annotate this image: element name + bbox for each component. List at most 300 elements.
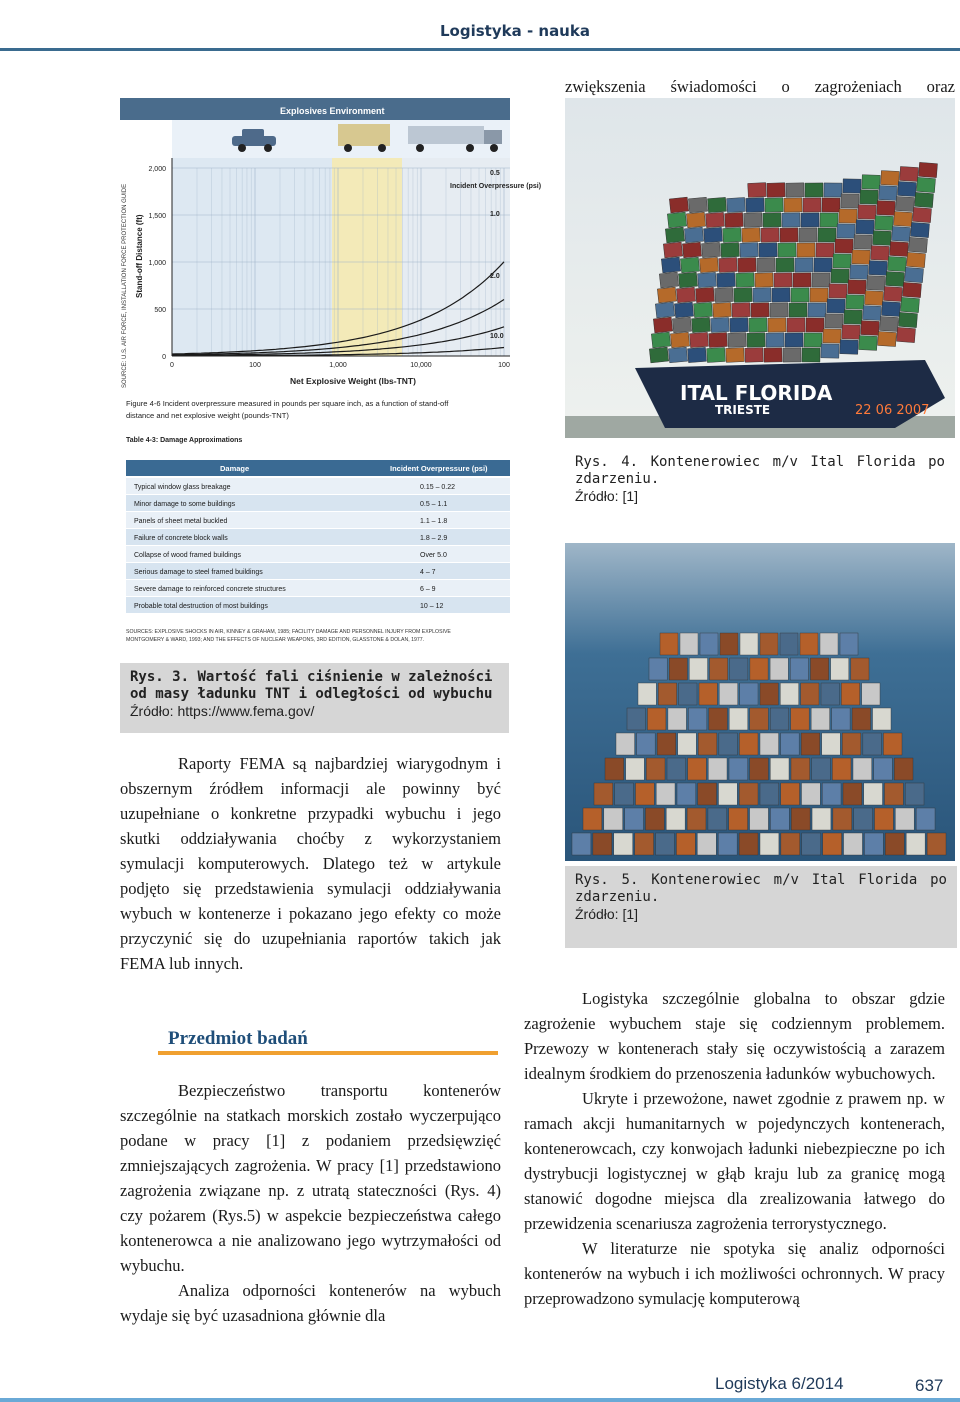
caption-5-title: Kontenerowiec m/v Ital Florida po zdarzeniu.	[575, 872, 947, 905]
x-tick-labels	[170, 362, 510, 369]
section-underline	[158, 1051, 498, 1055]
container-block	[822, 783, 841, 805]
container-block	[770, 708, 788, 730]
ship-name: ITAL FLORIDA	[680, 381, 833, 405]
container-block	[742, 228, 761, 243]
container-block	[812, 758, 831, 780]
container-block	[766, 333, 784, 347]
container-block	[885, 833, 904, 855]
container-block	[795, 258, 813, 272]
container-block	[839, 209, 857, 223]
container-block	[900, 166, 919, 181]
container-block	[892, 226, 911, 241]
container-block	[853, 758, 872, 780]
container-block	[680, 633, 698, 655]
container-block	[646, 758, 665, 780]
container-block	[801, 683, 819, 705]
container-block	[755, 273, 773, 288]
container-block	[822, 733, 841, 755]
container-block	[669, 197, 688, 213]
table-source-1: SOURCES: EXPLOSIVE SHOCKS IN AIR, KINNEY & GRAHAM, 1985; FACILITY DAMAGE AND PERSONNEL INJURY FROM EXPLOSIVE	[126, 629, 451, 635]
container-block	[778, 243, 796, 257]
container-block	[665, 227, 684, 243]
container-block	[862, 683, 880, 705]
container-block	[768, 318, 786, 332]
container-block	[658, 683, 676, 705]
table-cell-overpressure: 0.5 – 1.1	[420, 501, 448, 508]
container-block	[729, 808, 748, 830]
container-block	[871, 246, 890, 261]
table-cell-damage: Minor damage to some buildings	[134, 501, 236, 508]
container-block	[867, 276, 886, 291]
photo-date-stamp: 22 06 2007	[855, 403, 930, 418]
table-cell-overpressure: 0.15 – 0.22	[420, 484, 456, 491]
container-block	[759, 243, 777, 258]
container-block	[760, 783, 779, 805]
container-block	[854, 808, 873, 830]
container-block	[750, 808, 769, 830]
container-block	[811, 708, 829, 730]
container-block	[730, 658, 748, 680]
container-block	[760, 683, 778, 705]
container-block	[781, 783, 800, 805]
container-block	[707, 197, 726, 212]
container-block	[708, 808, 727, 830]
container-block	[678, 733, 697, 755]
container-block	[854, 235, 872, 250]
container-block	[605, 758, 624, 780]
container-block	[709, 708, 727, 730]
container-block	[747, 333, 765, 348]
footer-divider	[0, 1398, 960, 1402]
caption-3-label: Rys. 3.	[130, 669, 190, 685]
container-block	[865, 291, 884, 306]
container-block	[686, 212, 705, 228]
header-divider	[0, 48, 960, 51]
y-tick-label: 2,000	[148, 166, 166, 173]
container-block	[710, 658, 728, 680]
container-block	[801, 733, 820, 755]
container-block	[625, 808, 644, 830]
container-block	[806, 318, 824, 332]
container-block	[805, 183, 823, 197]
container-block	[885, 783, 904, 805]
caption-figure-4	[565, 448, 955, 518]
container-block	[657, 287, 676, 303]
series-label: 2.0	[490, 273, 500, 280]
container-block	[816, 243, 834, 257]
container-block	[862, 175, 880, 190]
container-block	[753, 288, 771, 303]
container-block	[657, 733, 676, 755]
container-block	[744, 213, 763, 228]
container-block	[776, 258, 794, 272]
container-block	[676, 833, 695, 855]
container-block	[687, 808, 706, 830]
container-block	[810, 658, 828, 680]
container-block	[736, 273, 755, 288]
container-block	[721, 242, 740, 257]
container-block	[764, 348, 782, 362]
section-title: Przedmiot badań	[168, 1028, 308, 1049]
caption-3-source: Źródło: https://www.fema.gov/	[130, 703, 315, 719]
container-block	[827, 299, 845, 313]
container-block	[674, 302, 693, 318]
container-block	[760, 633, 778, 655]
container-block	[697, 272, 716, 287]
container-block	[898, 312, 917, 327]
container-block	[837, 224, 855, 238]
container-block	[668, 708, 686, 730]
container-block	[698, 733, 717, 755]
table-header-damage: Damage	[220, 464, 250, 473]
container-block	[800, 633, 818, 655]
container-block	[635, 833, 654, 855]
container-block	[894, 211, 913, 226]
container-block	[725, 212, 744, 227]
caption-figure-3	[120, 663, 509, 733]
container-block	[802, 833, 821, 855]
container-block	[916, 808, 935, 830]
container-block	[670, 332, 689, 348]
container-block	[572, 833, 591, 855]
container-block	[739, 733, 758, 755]
container-block	[727, 197, 746, 212]
container-block	[732, 303, 751, 318]
table-cell-damage: Probable total destruction of most buildings	[134, 603, 268, 610]
container-block	[832, 758, 851, 780]
container-block	[831, 658, 849, 680]
chart-ylabel: Stand-off Distance (ft)	[135, 214, 144, 298]
container-block	[785, 333, 803, 347]
container-block	[904, 267, 923, 282]
container-block	[770, 303, 788, 317]
container-block	[789, 303, 807, 317]
container-block	[653, 317, 672, 333]
container-block	[739, 833, 758, 855]
container-block	[697, 833, 716, 855]
container-block	[708, 758, 727, 780]
container-block	[852, 250, 870, 265]
container-block	[663, 242, 682, 258]
container-block	[738, 258, 757, 273]
y-tick-label: 1,500	[148, 213, 166, 220]
container-block	[848, 280, 866, 295]
container-block	[833, 254, 851, 268]
container-block	[750, 758, 769, 780]
container-block	[627, 708, 645, 730]
container-block	[767, 183, 785, 198]
container-block	[711, 317, 730, 332]
container-block	[701, 242, 720, 257]
container-block	[782, 213, 800, 227]
container-block	[918, 162, 937, 177]
container-block	[637, 733, 656, 755]
container-block	[802, 348, 820, 362]
container-block	[763, 213, 781, 228]
table-cell-damage: Panels of sheet metal buckled	[134, 518, 228, 525]
container-block	[812, 273, 830, 287]
container-block	[841, 194, 859, 208]
y-tick-labels	[148, 166, 166, 361]
container-block	[583, 808, 602, 830]
container-block	[840, 340, 858, 355]
footer-page-number: 637	[915, 1376, 944, 1395]
container-block	[914, 192, 933, 207]
container-block	[707, 347, 726, 362]
container-block	[729, 708, 747, 730]
container-block	[649, 347, 668, 363]
container-block	[863, 306, 882, 321]
container-block	[833, 808, 852, 830]
x-tick-label: 0	[170, 362, 174, 369]
container-block	[693, 302, 712, 317]
container-block	[896, 196, 915, 211]
container-block	[678, 272, 697, 288]
container-block	[814, 258, 832, 272]
container-block	[745, 348, 763, 363]
container-block	[916, 177, 935, 192]
container-block	[873, 708, 891, 730]
container-block	[672, 317, 691, 333]
container-block	[842, 733, 861, 755]
container-block	[791, 288, 809, 302]
container-block	[810, 288, 828, 302]
container-block	[859, 336, 878, 351]
y-tick-label: 0	[162, 354, 166, 361]
container-block	[687, 347, 706, 362]
container-block	[884, 286, 903, 301]
container-block	[770, 758, 789, 780]
figure-caption-line1: Figure 4-6 Incident overpressure measured in pounds per square inch, as a function of stand-off	[126, 399, 449, 408]
container-block	[656, 833, 675, 855]
overpressure-label: Incident Overpressure (psi)	[450, 183, 542, 190]
table-cell-overpressure: 10 – 12	[420, 603, 444, 610]
container-block	[822, 198, 840, 212]
table-cell-damage: Collapse of wood framed buildings	[134, 552, 242, 559]
x-tick-label: 1,000	[329, 362, 347, 369]
container-block	[882, 301, 901, 316]
container-block	[705, 212, 724, 227]
container-block	[719, 733, 738, 755]
table-cell-damage: Severe damage to reinforced concrete structures	[134, 586, 286, 593]
x-tick-label: 100	[249, 362, 261, 369]
caption-4-title: Kontenerowiec m/v Ital Florida po zdarzeniu.	[575, 454, 945, 487]
container-block	[718, 833, 737, 855]
table-cell-damage: Serious damage to steel framed buildings	[134, 569, 263, 576]
container-block	[660, 633, 678, 655]
chart-xlabel: Net Explosive Weight (lbs-TNT)	[290, 376, 416, 386]
container-block	[888, 256, 907, 271]
y-tick-label: 500	[154, 307, 166, 314]
photo-ital-florida-fire	[565, 543, 955, 861]
container-block	[812, 808, 831, 830]
table-cell-overpressure: 1.1 – 1.8	[420, 518, 448, 525]
container-block	[797, 243, 815, 257]
explosives-environment-label: Explosives Environment	[280, 106, 385, 116]
container-block	[649, 658, 667, 680]
container-block	[829, 284, 847, 298]
table-cell-damage: Typical window glass breakage	[134, 484, 231, 491]
container-block	[751, 303, 769, 318]
container-block	[699, 257, 718, 272]
container-block	[729, 758, 748, 780]
container-block	[852, 708, 870, 730]
container-block	[750, 658, 768, 680]
container-block	[780, 228, 798, 242]
container-block	[864, 833, 883, 855]
container-block	[669, 658, 687, 680]
container-block	[875, 808, 894, 830]
container-block	[910, 222, 929, 237]
table-cell-damage: Failure of concrete block walls	[134, 535, 228, 542]
container-block	[841, 683, 859, 705]
container-block	[823, 329, 841, 343]
caption-5-source: Źródło: [1]	[575, 906, 639, 922]
container-block	[787, 318, 805, 332]
container-block	[791, 808, 810, 830]
container-block	[896, 327, 915, 342]
caption-3-title: Wartość fali ciśnienie w zależności od masy ładunku TNT i odległości od wybuchu	[130, 669, 493, 702]
chart-source-vertical: SOURCE: U.S. AIR FORCE, INSTALLATION FORCE PROTECTION GUIDE	[122, 183, 128, 388]
series-label: 10.0	[490, 333, 504, 340]
container-block	[645, 808, 664, 830]
container-block	[793, 273, 811, 287]
figure-caption-line2: distance and net explosive weight (pounds-TNT)	[126, 411, 289, 420]
container-block	[667, 212, 686, 228]
container-block	[803, 198, 821, 212]
y-tick-label: 1,000	[148, 260, 166, 267]
container-block	[739, 783, 758, 805]
container-block	[774, 273, 792, 287]
container-block	[772, 288, 790, 302]
ship-port: TRIESTE	[715, 403, 771, 417]
container-block	[688, 197, 707, 213]
container-block	[780, 633, 798, 655]
container-block	[713, 302, 732, 317]
table-cell-overpressure: 4 – 7	[420, 569, 436, 576]
series-label: 1.0	[490, 211, 500, 218]
container-block	[863, 733, 882, 755]
container-block	[682, 242, 701, 258]
container-block	[912, 207, 931, 222]
container-block	[869, 261, 888, 276]
container-block	[655, 302, 674, 318]
footer-journal: Logistyka 6/2014	[715, 1374, 844, 1393]
container-block	[740, 243, 759, 258]
container-block	[784, 198, 802, 212]
container-block	[668, 347, 687, 363]
right-top-text: zwiększenia świadomości o zagrożeniach oraz	[565, 77, 955, 96]
container-block	[874, 758, 893, 780]
container-block	[906, 252, 925, 267]
container-block	[786, 183, 804, 197]
container-block	[844, 310, 862, 325]
container-block	[821, 683, 839, 705]
container-block	[824, 183, 842, 197]
container-block	[818, 228, 836, 242]
container-block	[825, 314, 843, 328]
container-block	[820, 633, 838, 655]
container-block	[760, 733, 779, 755]
table-cell-overpressure: 1.8 – 2.9	[420, 535, 448, 542]
container-block	[781, 733, 800, 755]
table-cell-overpressure: 6 – 9	[420, 586, 436, 593]
container-block	[856, 220, 874, 235]
container-block	[730, 318, 749, 333]
container-block	[593, 833, 612, 855]
container-block	[900, 297, 919, 312]
container-block	[880, 316, 899, 331]
container-block	[661, 257, 680, 273]
container-block	[760, 833, 779, 855]
container-block	[858, 205, 876, 220]
container-block	[703, 227, 722, 242]
container-block	[802, 783, 821, 805]
container-block	[695, 287, 714, 302]
container-block	[715, 287, 734, 302]
container-block	[651, 332, 670, 348]
container-block	[656, 783, 675, 805]
container-block	[689, 658, 707, 680]
container-block	[850, 265, 868, 280]
caption-5-label: Rys. 5.	[575, 872, 639, 888]
container-block	[740, 633, 758, 655]
container-block	[638, 683, 656, 705]
container-block	[688, 708, 706, 730]
container-block	[770, 658, 788, 680]
container-block	[879, 186, 898, 201]
container-block	[877, 201, 896, 216]
container-block	[840, 633, 858, 655]
container-block	[890, 241, 909, 256]
container-block	[808, 303, 826, 317]
table-source-2: MONTGOMERY & WARD, 1993; AND THE EFFECTS OF NUCLEAR WEAPONS, 3RD EDITION, GLASSTONE & DOLAN, 1977.	[126, 637, 425, 643]
caption-4-source: Źródło: [1]	[575, 488, 639, 504]
container-block	[878, 331, 897, 346]
container-block	[902, 282, 921, 297]
container-block	[689, 332, 708, 347]
container-block	[905, 783, 924, 805]
container-block	[761, 228, 779, 243]
table-title: Table 4-3: Damage Approximations	[126, 437, 243, 444]
container-block	[842, 325, 860, 340]
x-tick-label: 10,000	[410, 362, 432, 369]
container-block	[604, 808, 623, 830]
container-block	[626, 758, 645, 780]
container-block	[881, 171, 900, 186]
container-block	[843, 783, 862, 805]
container-block	[791, 708, 809, 730]
container-block	[898, 181, 917, 196]
container-block	[594, 783, 613, 805]
container-block	[647, 708, 665, 730]
container-block	[659, 272, 678, 288]
table-cell-overpressure: Over 5.0	[420, 552, 447, 559]
container-block	[616, 733, 635, 755]
container-block	[719, 783, 738, 805]
caption-figure-5	[565, 866, 957, 948]
container-block	[614, 833, 633, 855]
container-block	[684, 227, 703, 243]
container-block	[851, 658, 869, 680]
container-block	[679, 683, 697, 705]
table-header-overpressure: Incident Overpressure (psi)	[390, 464, 488, 473]
photo-ital-florida-listing	[565, 98, 955, 438]
container-block	[719, 257, 738, 272]
container-block	[895, 808, 914, 830]
page-header-title: Logistyka - nauka	[440, 22, 590, 40]
